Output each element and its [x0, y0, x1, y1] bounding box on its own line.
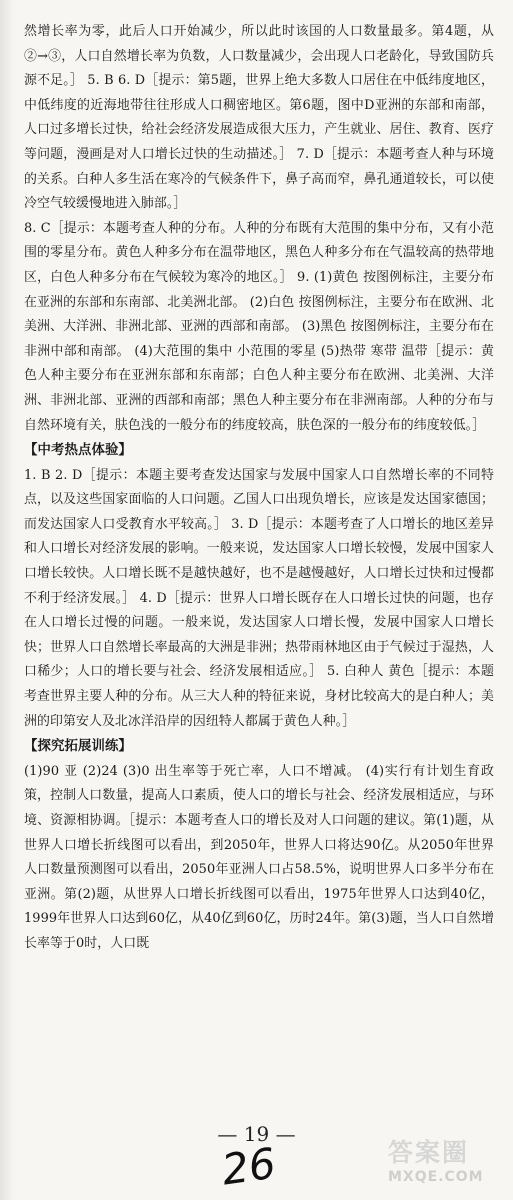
- section-heading-exam-hotspots: 【中考热点体验】: [24, 443, 132, 459]
- section-heading-extension-training: 【探究拓展训练】: [24, 739, 132, 755]
- answer-paragraph-3: 1. B 2. D［提示：本题主要考查发达国家与发展中国家人口自然增长率的不同特点，以及这些国家面临的人口问题。乙国人口出现负增长，应该是发达国家德国；而发达国家人口受教育水平较高。］ 3. D［提示：本题考查了人口增长的地区差异和人口增长对经济发展的影响。一般来说，发达国家人口增长较慢，发展中国家人口增长较快。人口增长既不是越快越好，也不是越慢越好，人口增长过快和过慢都不利于经济发展。］ 4. D［提示：世界人口增长既存在人口增长过快的问题，也存在人口增长过慢的问题。一般来说，发达国家人口增长慢，发展中国家人口增长快；世界人口自然增长率最高的大洲是非洲；热带雨林地区由于气候过于湿热，人口稀少；人口的增长要与社会、经济发展相适应。］ 5. 白种人 黄色［提示：本题考查世界主要人种的分布。从三大人种的特征来说，身材比较高大的是白种人；美洲的印第安人及北冰洋沿岸的因纽特人都属于黄色人种。］: [24, 467, 494, 729]
- page-number: — 19 —: [217, 1122, 296, 1146]
- watermark-logo: 答案圈: [388, 1138, 470, 1167]
- watermark-url: MXQE.COM: [388, 1169, 484, 1185]
- answer-paragraph-2: 8. C［提示：本题考查人种的分布。人种的分布既有大范围的集中分布，又有小范围的零星分布。黄色人种多分布在温带地区，黑色人种多分布在气温较高的热带地区，白色人种多分布在气候较为寒冷的地区。］ 9. (1)黄色 按图例标注，主要分布在亚洲的东部和东南部、北美洲北部。 (2)白色 按图例标注，主要分布在欧洲、北美洲、大洋洲、非洲北部、亚洲的西部和南部。 (3)黑色 按图例标注，主要分布在非洲中部和南部。 (4)大范围的集中 小范围的零星 (5)热带 寒带 温带［提示：黄色人种主要分布在亚洲东部和东南部；白色人种主要分布在欧洲、北美洲、大洋洲、非洲北部、亚洲的西部和南部；黑色人种主要分布在非洲南部。人种的分布与自然环境有关，肤色浅的一般分布的纬度较高，肤色深的一般分布的纬度较低。］: [24, 220, 494, 433]
- binding-gutter: [0, 0, 14, 1200]
- handwritten-note: 26: [218, 1138, 279, 1195]
- answer-paragraph-1: 然增长率为零，此后人口开始减少，所以此时该国的人口数量最多。第4题，从②→③，人口自然增长率为负数，人口数量减少，会出现人口老龄化，导致国防兵源不足。］ 5. B 6. D［提示：第5题，世界上绝大多数人口居住在中低纬度地区，中低纬度的近海地带往往形成人口稠密地区。第6题，图中D亚洲的东部和南部，人口过多增长过快，给社会经济发展造成很大压力，产生就业、居住、教育、医疗等问题，漫画是对人口增长过快的生动描述。］ 7. D［提示：本题考查人种与环境的关系。白种人多生活在寒冷的气候条件下，鼻子高而窄，鼻孔通道较长，可以使冷空气较缓慢地进入肺部。］: [24, 24, 494, 212]
- answer-paragraph-4: (1)90 亚 (2)24 (3)0 出生率等于死亡率，人口不增减。 (4)实行有计划生育政策，控制人口数量，提高人口素质，使人口的增长与社会、经济发展相适应，与环境、资源相协调。［提示：本题考查人口的增长及对人口问题的建议。第(1)题，从世界人口增长折线图可以看出，到2050年，世界人口将达90亿。从2050年世界人口数量预测图可以看出，2050年亚洲人口占58.5%，说明世界人口多半分布在亚洲。第(2)题，从世界人口增长折线图可以看出，1975年世界人口达到40亿，1999年世界人口达到60亿，从40亿到60亿，历时24年。第(3)题，当人口自然增长率等于0时，人口既: [24, 763, 494, 951]
- answer-text-body: [24, 20, 494, 957]
- site-watermark: [388, 1138, 506, 1196]
